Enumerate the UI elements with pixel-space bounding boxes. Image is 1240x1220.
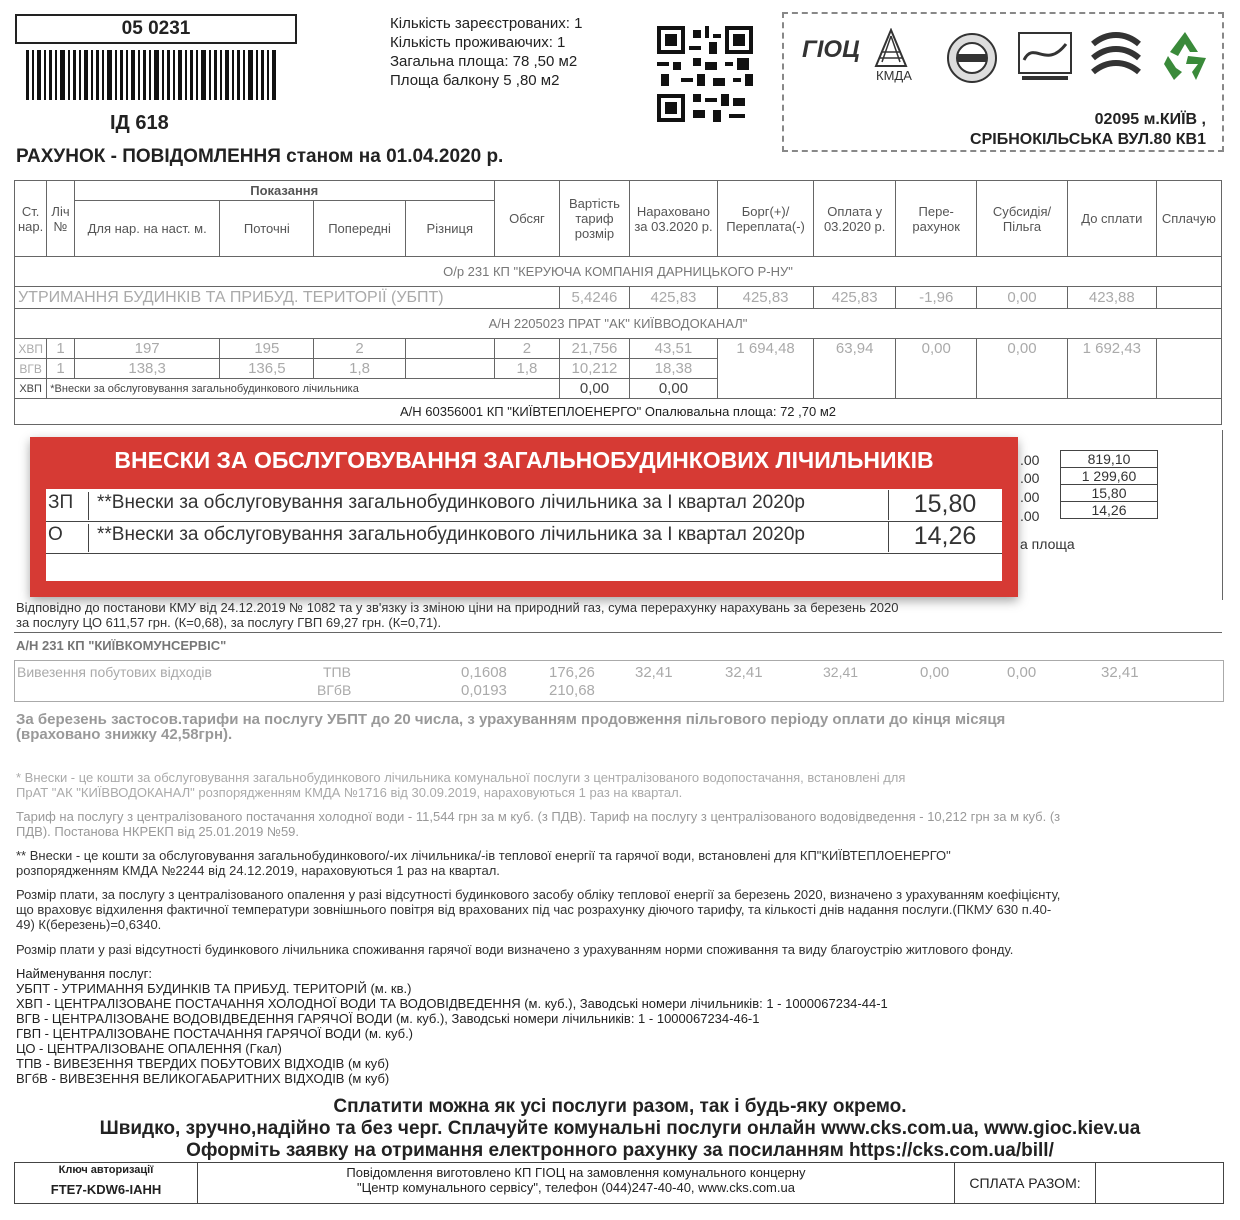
total-label: СПЛАТА РАЗОМ: [955, 1163, 1096, 1203]
note-line: Тариф на послугу з централізованого постачання холодної води - 11,544 грн за м куб. (з ПДВ). Тариф на послугу з централізованого водовідведення - 10,212 грн за м куб. (з [16, 809, 1061, 824]
header-lich: Ліч № [47, 181, 75, 257]
note-line: Розмір плати у разі відсутності будинкового лічильника споживання гарячої води визначено з урахуванням норми споживання та виду благоустрію житлового фонду. [16, 942, 1014, 957]
cell: 1,8 [314, 359, 406, 379]
org-row: А/Н 231 КП "КИЇВКОМУНСЕРВІС" [16, 638, 227, 653]
service-item: ТПВ - ВИВЕЗЕННЯ ТВЕРДИХ ПОБУТОВИХ ВІДХОДІВ (м куб) [16, 1056, 390, 1071]
kmda-logo: КМДА [876, 68, 912, 83]
note-line: ** Внески - це кошти за обслуговування загальнобудинкового/-их лічильника/-ів теплової енергії та гарячої води, встановлені для КП"КИЇВТЕПЛОЕНЕРГО" [16, 848, 951, 863]
cell: 0,00 [896, 339, 977, 399]
note-line: 49) К(березень)=0,6340. [16, 917, 162, 932]
cell: 0,00 [977, 287, 1068, 309]
tower-icon [872, 28, 910, 68]
header-st-nar: Ст. нар. [15, 181, 47, 257]
made-by-line: Повідомлення виготовлено КП ГІОЦ на замовлення комунального концерну [346, 1165, 806, 1180]
overlay-desc: **Внески за обслуговування загальнобудинкового лічильника за І квартал 2020р [88, 492, 897, 520]
cell: 176,26 [549, 664, 595, 681]
overlay-desc: **Внески за обслуговування загальнобудинкового лічильника за І квартал 2020р [88, 524, 897, 552]
qr-code-icon [657, 26, 753, 122]
cell: 1 [47, 339, 75, 359]
info-line: Кількість проживаючих: 1 [390, 34, 566, 51]
cks-logo-icon [946, 32, 998, 84]
cell: 43,51 [629, 339, 717, 359]
kyivvodokanal-logo-icon [1016, 30, 1074, 84]
overlay-title: ВНЕСКИ ЗА ОБСЛУГОВУВАННЯ ЗАГАЛЬНОБУДИНКОВИХ ЛІЧИЛЬНИКІВ [114, 447, 934, 473]
cell: 0,0193 [461, 682, 507, 699]
note-line: Розмір плати, за послугу з централізованого опалення у разі відсутності будинкового засобу обліку теплової енергії за березень 2020, визначено з урахуванням коефіцієнту, [16, 887, 1061, 902]
header-subsydiya: Субсидія/ Пільга [977, 181, 1068, 257]
cell: *Внески за обслуговування загальнобудинкового лічильника [47, 379, 560, 399]
cell: 197 [74, 339, 220, 359]
org-row: О/р 231 КП "КЕРУЮЧА КОМПАНІЯ ДАРНИЦЬКОГО Р-НУ" [15, 257, 1222, 287]
side-value: 1 299,60 [1061, 468, 1157, 485]
cell: 32,41 [823, 664, 859, 680]
side-small: .00 [1020, 470, 1040, 486]
gioc-logo: ГІОЦ [802, 36, 860, 63]
highlight-overlay [30, 437, 1018, 597]
cell: 18,38 [629, 359, 717, 379]
services-legend [16, 966, 1226, 1086]
cell: 423,88 [1067, 287, 1156, 309]
cell: ХВП [15, 379, 47, 399]
note-line: за послугу ЦО 611,57 грн. (К=0,68), за послугу ГВП 69,27 грн. (К=0,71). [16, 615, 442, 630]
cell: 0,00 [977, 339, 1068, 399]
divider [1222, 430, 1223, 600]
note-line: Відповідно до постанови КМУ від 24.12.2019 № 1082 та у зв'язку із зміною ціни на природний газ, сума перерахунку нарахувань за березень 2020 [16, 600, 899, 615]
cell: 32,41 [635, 664, 673, 681]
overlay-code: О [48, 524, 63, 545]
header-do-splaty: До сплати [1067, 181, 1156, 257]
auth-key-cell [15, 1163, 198, 1203]
service-item: ЦО - ЦЕНТРАЛІЗОВАНЕ ОПАЛЕННЯ (Гкал) [16, 1041, 282, 1056]
cell: 2 [494, 339, 559, 359]
overlay-value: 15,80 [888, 490, 1001, 520]
cell: 1 694,48 [718, 339, 814, 399]
org-row: А/Н 60356001 КП "КИЇВТЕПЛОЕНЕРГО" Опалювальна площа: 72 ,70 м2 [15, 399, 1222, 425]
cell: 0,1608 [461, 664, 507, 681]
cell: 1 692,43 [1067, 339, 1156, 399]
note-line: За березень застосов.тарифи на послугу УБПТ до 20 числа, з урахуванням продовження пільгового періоду оплати до кінця місяця [16, 711, 1006, 728]
auth-key-value: FTE7-KDW6-IAHH [50, 1182, 162, 1197]
header-borg: Борг(+)/ Переплата(-) [718, 181, 814, 257]
header-riznytsya: Різниця [405, 201, 494, 257]
note-line: * Внески - це кошти за обслуговування загальнобудинкового лічильника комунальної послуги з централізованого водопостачання, встановлені для [16, 770, 906, 785]
cell: 32,41 [1101, 664, 1139, 681]
services-title: Найменування послуг: [16, 966, 152, 981]
side-value: 14,26 [1061, 502, 1157, 519]
charges-table [14, 180, 1222, 425]
footer-line-3: Оформіть заявку на отримання електронного рахунку за посиланням https://cks.com.ua/bill/ [186, 1140, 1054, 1161]
cell: ТПВ [323, 664, 351, 680]
id-label: ІД 618 [110, 112, 169, 134]
header-potochni: Поточні [220, 201, 314, 257]
info-line: Загальна площа: 78 ,50 м2 [390, 53, 578, 70]
address-line-2: СРІБНОКІЛЬСЬКА ВУЛ.80 КВ1 [970, 131, 1206, 148]
cell: 1 [47, 359, 75, 379]
side-value: 819,10 [1061, 451, 1157, 468]
header-dlya: Для нар. на наст. м. [74, 201, 220, 257]
cell [1156, 339, 1221, 399]
kyivteploenergo-logo-icon [1089, 28, 1143, 86]
cell: 425,83 [629, 287, 717, 309]
cell: 10,212 [560, 359, 630, 379]
note-line: що враховує відхилення фактичної температури зовнішнього повітря від врахованих під час розрахунку діючого тарифу, та кількості днів надання послуги.(ПКМУ 630 п.40- [16, 902, 1052, 917]
cell: 0,00 [560, 379, 630, 399]
recycle-icon [1156, 28, 1214, 84]
gas-note [16, 600, 1226, 630]
service-item: ВГВ - ЦЕНТРАЛІЗОВАНЕ ВОДОВІДВЕДЕННЯ ГАРЯЧОЇ ВОДИ (м. куб.), Заводські номери лічильників: 1 - 1000067234-46-1 [16, 1011, 760, 1026]
side-small: .00 [1020, 489, 1040, 505]
cell: ХВП [15, 339, 47, 359]
made-by-cell [198, 1163, 955, 1203]
overlay-row [46, 489, 1002, 522]
overlay-value: 14,26 [888, 522, 1001, 552]
address-line-1: 02095 м.КИЇВ , [1094, 111, 1206, 128]
header-poperedni: Попередні [314, 201, 406, 257]
cell [1156, 287, 1221, 309]
overlay-content [46, 489, 1002, 581]
footer-line-1: Сплатити можна як усі послуги разом, так і будь-яку окремо. [333, 1096, 907, 1117]
side-value: 15,80 [1061, 485, 1157, 502]
page-title: РАХУНОК - ПОВІДОМЛЕННЯ станом на 01.04.2020 р. [16, 146, 504, 167]
header-pererakhunok: Пере- рахунок [896, 181, 977, 257]
cell: ВГбВ [317, 682, 352, 698]
header-narakhovano: Нараховано за 03.2020 р. [629, 181, 717, 257]
cell: 0,00 [920, 664, 950, 681]
cell: ВГВ [15, 359, 47, 379]
service-name: УТРИМАННЯ БУДИНКІВ ТА ПРИБУД. ТЕРИТОРІЇ (УБПТ) [15, 287, 560, 309]
divider [14, 632, 1222, 633]
cell: 0,00 [1007, 664, 1037, 681]
cell: 2 [314, 339, 406, 359]
cell: 138,3 [74, 359, 220, 379]
service-item: УБПТ - УТРИМАННЯ БУДИНКІВ ТА ПРИБУД. ТЕРИТОРІЙ (м. кв.) [16, 981, 412, 996]
side-label: а площа [1020, 536, 1075, 552]
auth-key-label: Ключ авторизації [58, 1164, 154, 1176]
logos-panel [782, 12, 1224, 152]
cell: -1,96 [896, 287, 977, 309]
info-line: Площа балкону 5 ,80 м2 [390, 72, 560, 89]
note-block [16, 770, 1226, 800]
info-line: Кількість зареєстрованих: 1 [390, 15, 583, 32]
cell [405, 339, 494, 359]
service-item: ГВП - ЦЕНТРАЛІЗОВАНЕ ПОСТАЧАННЯ ГАРЯЧОЇ ВОДИ (м. куб.) [16, 1026, 414, 1041]
total-input[interactable] [1096, 1163, 1222, 1203]
header-obsyag: Обсяг [494, 181, 559, 257]
cell: 1,8 [494, 359, 559, 379]
header-pokazannya: Показання [74, 181, 494, 201]
service-item: ХВП - ЦЕНТРАЛІЗОВАНЕ ПОСТАЧАННЯ ХОЛОДНОЇ ВОДИ ТА ВОДОВІДВЕДЕННЯ (м. куб.), Заводські номери лічильників: 1 - 1000067234-44-1 [16, 996, 888, 1011]
cell: 136,5 [220, 359, 314, 379]
ubpt-note [16, 712, 1226, 742]
account-number: 05 0231 [15, 14, 297, 44]
service-name: Вивезення побутових відходів [17, 664, 212, 680]
header-splachuyu: Сплачую [1156, 181, 1221, 257]
header-vartist: Вартість тариф розмір [560, 181, 630, 257]
note-line: ПДВ). Постанова НКРЕКП від 25.01.2019 №59. [16, 824, 300, 839]
side-small: .00 [1020, 452, 1040, 468]
footer-table [14, 1162, 1224, 1204]
cell: 425,83 [814, 287, 896, 309]
cell: 210,68 [549, 682, 595, 699]
cell: 63,94 [814, 339, 896, 399]
overlay-code: ЗП [48, 492, 74, 513]
note-block [16, 809, 1226, 839]
header-oplata: Оплата у 03.2020 р. [814, 181, 896, 257]
cell: 32,41 [725, 664, 763, 681]
side-small: .00 [1020, 508, 1040, 524]
note-line: розпорядженням КМДА №2244 від 24.12.2019, нараховуються 1 раз на квартал. [16, 863, 500, 878]
cell [405, 359, 494, 379]
note-line: (враховано знижку 42,58грн). [16, 726, 233, 743]
waste-row [14, 660, 1224, 702]
cell: 0,00 [629, 379, 717, 399]
info-block [390, 14, 582, 90]
footer-line-2: Швидко, зручно,надійно та без черг. Сплачуйте комунальні послуги онлайн www.cks.com.ua, www.gioc.kiev.ua [99, 1118, 1141, 1139]
note-block [16, 848, 1226, 878]
barcode-icon [26, 50, 280, 100]
cell: 425,83 [718, 287, 814, 309]
made-by-line: "Центр комунального сервісу", телефон (044)247-40-40, www.cks.com.ua [357, 1180, 795, 1195]
note-block [16, 887, 1226, 932]
overlay-row [46, 521, 1002, 554]
org-row: А/Н 2205023 ПРАТ "АК" КИЇВВОДОКАНАЛ" [15, 309, 1222, 339]
note-line: ПрАТ "АК "КИЇВВОДОКАНАЛ" розпорядженням КМДА №1716 від 30.09.2019, нараховуються 1 раз на квартал. [16, 785, 683, 800]
cell: 21,756 [560, 339, 630, 359]
service-item: ВГбВ - ВИВЕЗЕННЯ ВЕЛИКОГАБАРИТНИХ ВІДХОДІВ (м куб) [16, 1071, 390, 1086]
cell: 5,4246 [560, 287, 630, 309]
cell: 195 [220, 339, 314, 359]
